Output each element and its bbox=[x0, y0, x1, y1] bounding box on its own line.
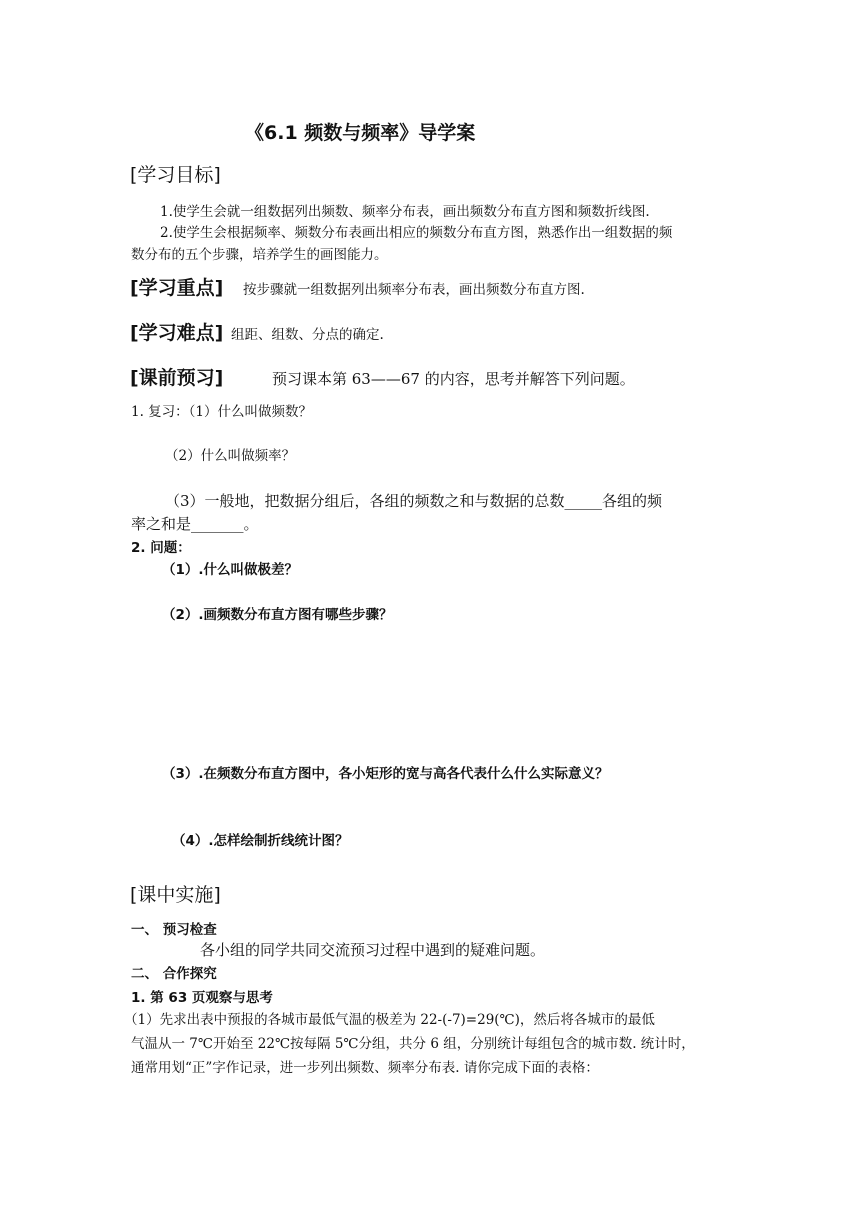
observe-and-think-label: 1. 第 63 页观察与思考 bbox=[131, 990, 273, 1006]
objectives-heading: [学习目标] bbox=[130, 164, 221, 186]
preview-heading: [课前预习] bbox=[130, 367, 224, 389]
review-question-3-line-1: （3）一般地，把数据分组后，各组的频数之和与数据的总数_____各组的频 bbox=[165, 492, 663, 510]
document-title: 《6.1 频数与频率》导学案 bbox=[245, 122, 476, 144]
objectives-line-2: 2.使学生会根据频率、频数分布表画出相应的频数分布直方图，熟悉作出一组数据的频 bbox=[160, 225, 673, 241]
difficulties-heading: [学习难点] bbox=[130, 322, 224, 344]
review-question-2: （2）什么叫做频率？ bbox=[165, 448, 296, 464]
preview-check-label: 一、 预习检查 bbox=[131, 922, 217, 938]
observe-text-line-3: 通常用划“正”字作记录，进一步列出频数、频率分布表. 请你完成下面的表格： bbox=[131, 1060, 599, 1076]
problem-1: （1）.什么叫做极差？ bbox=[162, 562, 299, 578]
problem-4: （4）.怎样绘制折线统计图？ bbox=[172, 833, 349, 849]
inclass-heading: [课中实施] bbox=[130, 884, 221, 906]
preview-check-text: 各小组的同学共同交流预习过程中遇到的疑难问题。 bbox=[200, 941, 546, 959]
problems-label: 2. 问题： bbox=[131, 540, 191, 556]
observe-text-line-1: （1）先求出表中预报的各城市最低气温的极差为 22-(-7)=29(℃)，然后将各城市的最低 bbox=[124, 1012, 655, 1028]
keypoints-text: 按步骤就一组数据列出频率分布表，画出频数分布直方图. bbox=[243, 282, 585, 298]
keypoints-heading: [学习重点] bbox=[130, 277, 224, 299]
observe-text-line-2: 气温从一 7℃开始至 22℃按每隔 5℃分组，共分 6 组，分别统计每组包含的城市数. 统计时， bbox=[131, 1036, 695, 1052]
preview-text: 预习课本第 63——67 的内容，思考并解答下列问题。 bbox=[272, 370, 635, 388]
difficulties-text: 组距、组数、分点的确定. bbox=[231, 327, 384, 343]
problem-3: （3）.在频数分布直方图中，各小矩形的宽与高各代表什么什么实际意义？ bbox=[162, 766, 609, 782]
review-question-3-line-2: 率之和是_______。 bbox=[131, 515, 259, 533]
review-question-1: 1. 复习：（1）什么叫做频数？ bbox=[131, 404, 313, 420]
objectives-line-3: 数分布的五个步骤，培养学生的画图能力。 bbox=[131, 247, 388, 263]
objectives-line-1: 1.使学生会就一组数据列出频数、频率分布表，画出频数分布直方图和频数折线图. bbox=[160, 204, 650, 220]
cooperative-inquiry-label: 二、 合作探究 bbox=[131, 966, 217, 982]
problem-2: （2）.画频数分布直方图有哪些步骤？ bbox=[162, 607, 393, 623]
